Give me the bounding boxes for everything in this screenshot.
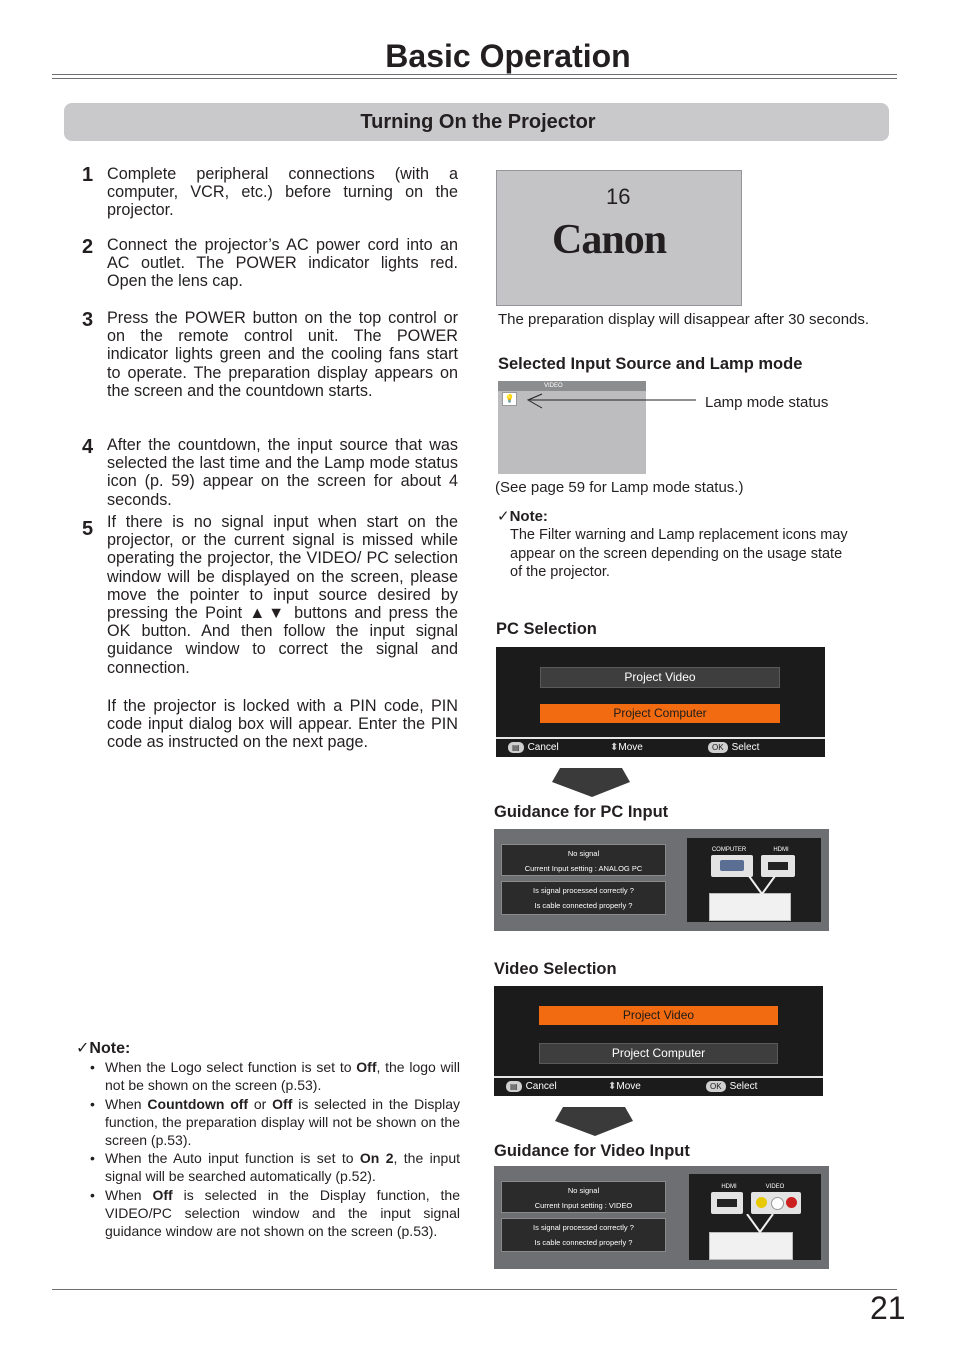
pc-connection-diagram	[687, 838, 821, 922]
video-current-input-text: Current Input setting : VIDEO	[534, 1201, 633, 1210]
projector-device-icon	[709, 893, 791, 921]
canon-logo: Canon	[552, 217, 667, 263]
note-left	[76, 1040, 460, 1240]
footer-rule	[52, 1289, 897, 1290]
page-title: Basic Operation	[385, 38, 631, 74]
video-hdmi-port-icon	[711, 1192, 743, 1214]
lamp-section-heading: Selected Input Source and Lamp mode	[498, 355, 803, 373]
cancel-hint: ▤ Cancel	[508, 740, 559, 755]
note-item-1: • When the Logo select function is set to Off, the logo will not be shown on the screen (p.53).	[76, 1058, 460, 1094]
video-connection-diagram	[689, 1174, 821, 1260]
pc-guidance-heading: Guidance for PC Input	[494, 803, 669, 821]
lamp-callout: Lamp mode status	[705, 394, 829, 411]
menu-key-icon: ▤	[508, 742, 524, 753]
note-item-2: • When Countdown off or Off is selected in the Display function, the preparation display will not be shown on the screen (p.53).	[76, 1095, 460, 1150]
video-select-hint: OK Select	[706, 1079, 757, 1094]
note-right-text: The Filter warning and Lamp replacement icons may appear on the screen depending on the usage state of the projector.	[510, 527, 848, 580]
video-guidance-info	[501, 1181, 666, 1213]
move-hint: ⬍Move	[610, 742, 643, 753]
pc-selection-status-row	[496, 737, 825, 757]
video-menu-key-icon: ▤	[506, 1081, 522, 1092]
computer-port-label: COMPUTER	[711, 847, 747, 853]
note-left-heading: ✓Note:	[76, 1040, 131, 1057]
rca-ports-icon	[751, 1192, 801, 1214]
note-right-heading: ✓Note:	[497, 508, 548, 525]
input-source-label: VIDEO	[544, 383, 563, 389]
video-guidance-questions	[501, 1218, 666, 1252]
video-project-video-option[interactable]: Project Video	[539, 1006, 778, 1025]
video-cable-question: Is cable connected properly ?	[534, 1238, 633, 1247]
step-number-4: 4	[82, 436, 94, 458]
video-selection-status-row	[494, 1076, 823, 1096]
lamp-see-page: (See page 59 for Lamp mode status.)	[495, 479, 744, 496]
ok-key-icon: OK	[708, 742, 728, 753]
down-arrow-1	[552, 768, 632, 798]
step-text-5-pin: If the projector is locked with a PIN code, PIN code input dialog box will appear. Enter the PIN code as instructed on the next page.	[107, 697, 458, 752]
video-selection-screen	[494, 986, 823, 1096]
video-hdmi-port-label: HDMI	[721, 1184, 737, 1190]
hdmi-port-icon	[761, 855, 795, 877]
title-rule-secondary	[52, 78, 897, 79]
note-item-4: • When Off is selected in the Display function, the VIDEO/PC selection window and the input signal guidance window are not shown on the screen (p.53).	[76, 1186, 460, 1241]
step-number-3: 3	[82, 309, 94, 331]
pc-selection-screen	[496, 647, 825, 757]
lamp-mode-icon: 💡	[502, 392, 517, 406]
step-text-5: If there is no signal input when start on the projector, or the current signal is missed while operating the projector, the VIDEO/ PC selection window will be displayed on the screen, please move the pointer to input source desired by pressing the Point ▲▼ buttons and press the OK button. And then follow the input signal guidance window to correct the signal and connection.	[107, 513, 458, 677]
pc-guidance-questions	[501, 881, 666, 915]
step-number-5: 5	[82, 518, 94, 540]
countdown-number: 16	[606, 184, 631, 209]
check-icon: ✓	[497, 508, 510, 525]
cable-question: Is cable connected properly ?	[534, 901, 633, 910]
step-text-1: Complete peripheral connections (with a computer, VCR, etc.) before turning on the projector.	[107, 165, 458, 220]
no-signal-text: No signal	[567, 849, 600, 858]
pc-selection-heading: PC Selection	[496, 620, 597, 638]
video-guidance-heading: Guidance for Video Input	[494, 1142, 690, 1160]
video-cancel-hint: ▤ Cancel	[506, 1079, 557, 1094]
step-text-2: Connect the projector’s AC power cord into an AC outlet. The POWER indicator lights red. Open the lens cap.	[107, 236, 458, 291]
video-cable-pointer	[745, 1214, 775, 1234]
step-number-2: 2	[82, 236, 94, 258]
video-updown-icon: ⬍	[608, 1081, 617, 1092]
vga-port-icon	[711, 855, 753, 877]
video-no-signal-text: No signal	[567, 1186, 600, 1195]
signal-question: Is signal processed correctly ?	[533, 886, 634, 895]
title-rule	[52, 74, 897, 75]
video-signal-question: Is signal processed correctly ?	[533, 1223, 634, 1232]
select-hint: OK Select	[708, 740, 759, 755]
down-arrow-2	[555, 1107, 635, 1137]
step-text-3: Press the POWER button on the top control or on the remote control unit. The POWER indicator lights green and the cooling fans start to operate. The preparation display appears on the screen and the countdown starts.	[107, 309, 458, 400]
cable-pointer	[747, 876, 777, 896]
video-port-label: VIDEO	[765, 1184, 785, 1190]
input-source-bar	[498, 381, 646, 391]
video-project-computer-option[interactable]: Project Computer	[539, 1043, 778, 1064]
video-guidance-screen	[494, 1166, 829, 1269]
project-video-option[interactable]: Project Video	[540, 667, 780, 688]
video-selection-heading: Video Selection	[494, 960, 617, 978]
video-projector-device-icon	[709, 1232, 793, 1260]
video-ok-key-icon: OK	[706, 1081, 726, 1092]
step-number-1: 1	[82, 164, 94, 186]
prep-caption: The preparation display will disappear after 30 seconds.	[498, 311, 870, 328]
section-title: Turning On the Projector	[360, 111, 596, 133]
video-move-hint: ⬍Move	[608, 1081, 641, 1092]
current-input-text: Current Input setting : ANALOG PC	[524, 864, 643, 873]
callout-arrow	[520, 392, 700, 412]
hdmi-port-label: HDMI	[773, 847, 789, 853]
page-number: 21	[870, 1290, 906, 1326]
updown-icon: ⬍	[610, 742, 619, 753]
step-text-4: After the countdown, the input source that was selected the last time and the Lamp mode status icon (p. 59) appear on the screen for about 4 seconds.	[107, 436, 458, 509]
note-item-3: • When the Auto input function is set to On 2, the input signal will be searched automatically (p.52).	[76, 1149, 460, 1185]
pc-guidance-screen	[494, 829, 829, 931]
pc-guidance-info	[501, 844, 666, 876]
project-computer-option[interactable]: Project Computer	[540, 704, 780, 723]
